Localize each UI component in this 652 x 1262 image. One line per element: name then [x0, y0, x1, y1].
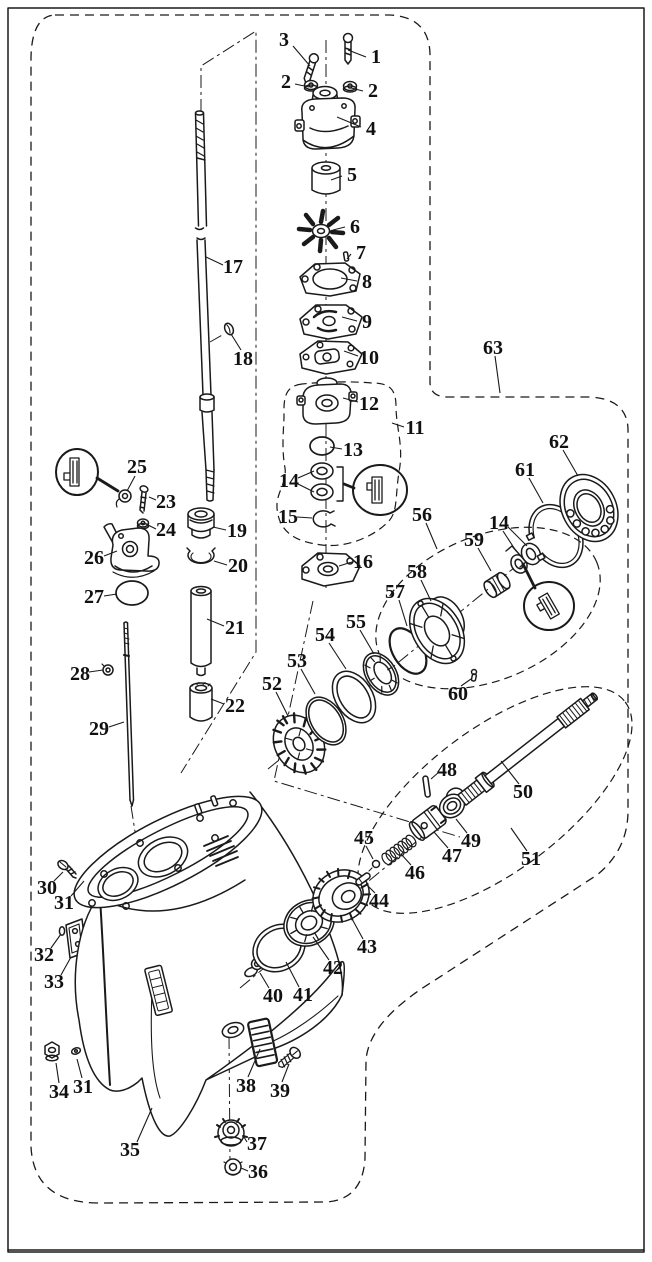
- bearing-19: [188, 508, 214, 538]
- propeller-nut-36: [224, 1159, 242, 1175]
- callout-label-30-30[interactable]: 30: [37, 877, 57, 899]
- bolt-3: [302, 53, 320, 85]
- callout-label-47-48[interactable]: 47: [442, 845, 462, 867]
- callout-label-6-6[interactable]: 6: [350, 216, 360, 238]
- pin-32: [59, 927, 64, 935]
- callout-label-46-47[interactable]: 46: [405, 862, 425, 884]
- callout-label-18-18[interactable]: 18: [233, 348, 253, 370]
- propeller-spacer-37: [215, 1119, 247, 1146]
- callout-label-22-22[interactable]: 22: [225, 695, 245, 717]
- callout-label-56-57[interactable]: 56: [412, 504, 432, 526]
- needle-bearing-59: [482, 571, 513, 600]
- callout-label-49-50[interactable]: 49: [461, 830, 481, 852]
- leader-line-17: [206, 257, 223, 265]
- leader-line-13: [330, 447, 342, 449]
- leader-line-6: [333, 227, 345, 230]
- callout-label-9-9[interactable]: 9: [362, 311, 372, 333]
- leader-line-34: [56, 1063, 59, 1083]
- callout-label-32-32[interactable]: 32: [34, 944, 54, 966]
- leader-line-29: [109, 722, 124, 727]
- callout-label-38-39[interactable]: 38: [236, 1075, 256, 1097]
- callout-label-14-61[interactable]: 14: [489, 512, 509, 534]
- callout-label-5-5[interactable]: 5: [347, 164, 357, 186]
- o-ring-13: [310, 437, 334, 455]
- callout-label-2-3[interactable]: 2: [368, 80, 378, 102]
- leader-line-20: [214, 561, 227, 565]
- clip-18: [223, 322, 235, 336]
- callout-label-2-2[interactable]: 2: [281, 71, 291, 93]
- leader-line-53: [301, 669, 315, 694]
- ball-bearing-62: [549, 464, 630, 551]
- leader-line-63: [495, 356, 500, 393]
- shift-rod-29: [124, 622, 134, 806]
- callout-label-54-55[interactable]: 54: [315, 624, 335, 646]
- callout-label-41-42[interactable]: 41: [293, 984, 313, 1006]
- callout-label-36-37[interactable]: 36: [248, 1161, 268, 1183]
- callout-label-27-27[interactable]: 27: [84, 586, 104, 608]
- oil-seal-housing-12: [297, 378, 357, 424]
- callout-label-24-25[interactable]: 24: [156, 519, 176, 541]
- snap-ring-20: [187, 548, 215, 563]
- leader-line-36: [241, 1168, 248, 1171]
- bolt-1: [344, 34, 353, 65]
- leader-line-62: [563, 450, 578, 476]
- callout-label-59-60[interactable]: 59: [464, 529, 484, 551]
- callout-label-4-4[interactable]: 4: [366, 118, 376, 140]
- washer-31-lower: [71, 1047, 82, 1056]
- callout-label-25-23[interactable]: 25: [127, 456, 147, 478]
- callout-label-15-15[interactable]: 15: [278, 506, 298, 528]
- callout-label-40-41[interactable]: 40: [263, 985, 283, 1007]
- water-pump-housing-4: [295, 87, 360, 150]
- callout-label-53-54[interactable]: 53: [287, 650, 307, 672]
- callout-label-3-0[interactable]: 3: [279, 29, 289, 51]
- leader-line-27: [104, 594, 117, 596]
- callout-label-12-11[interactable]: 12: [359, 393, 379, 415]
- leader-line-55: [360, 630, 374, 654]
- water-inlet-cover-26: [104, 524, 159, 577]
- leader-line-19: [213, 527, 226, 530]
- callout-label-31-31[interactable]: 31: [54, 892, 74, 914]
- detent-ball-45: [369, 861, 380, 872]
- impeller-6: [299, 211, 343, 251]
- grommet-detail-circle-25: [56, 449, 118, 495]
- callout-label-34-34[interactable]: 34: [49, 1081, 69, 1103]
- callout-label-63-65[interactable]: 63: [483, 337, 503, 359]
- nut-2-right: [344, 82, 357, 93]
- leader-line-61: [529, 478, 543, 503]
- callout-label-31-35[interactable]: 31: [73, 1076, 93, 1098]
- callout-label-48-49[interactable]: 48: [437, 759, 457, 781]
- callout-label-8-8[interactable]: 8: [362, 271, 372, 293]
- leader-line-28: [89, 670, 103, 672]
- clip-28: [102, 664, 113, 675]
- callout-label-33-33[interactable]: 33: [44, 971, 64, 993]
- callout-label-28-28[interactable]: 28: [70, 663, 90, 685]
- leader-line-54: [329, 643, 346, 669]
- callout-label-43-44[interactable]: 43: [357, 936, 377, 958]
- leader-line-25: [127, 476, 135, 491]
- callout-label-17-17[interactable]: 17: [223, 256, 243, 278]
- leader-line-22: [211, 699, 224, 704]
- callout-label-21-21[interactable]: 21: [225, 617, 245, 639]
- callout-label-19-19[interactable]: 19: [227, 520, 247, 542]
- callout-label-45-46[interactable]: 45: [354, 827, 374, 849]
- callout-label-16-16[interactable]: 16: [353, 551, 373, 573]
- bolt-23: [139, 485, 149, 513]
- leader-line-3: [293, 46, 310, 66]
- callout-label-60-62[interactable]: 60: [448, 683, 468, 705]
- pump-plate-16: [302, 553, 360, 586]
- screw-39: [275, 1045, 302, 1071]
- pump-base-10: [300, 341, 362, 374]
- leader-line-56: [426, 523, 437, 549]
- callout-label-44-45[interactable]: 44: [369, 890, 389, 912]
- callout-label-7-7[interactable]: 7: [356, 242, 366, 264]
- bushing-22: [190, 683, 212, 722]
- driveshaft-17: [196, 111, 215, 501]
- callout-label-58-59[interactable]: 58: [407, 561, 427, 583]
- callout-label-11-12[interactable]: 11: [405, 417, 425, 439]
- leader-line-15: [297, 517, 312, 518]
- sleeve-21: [191, 587, 211, 676]
- callout-label-29-29[interactable]: 29: [89, 718, 109, 740]
- callout-label-39-40[interactable]: 39: [270, 1080, 290, 1102]
- leader-line-24: [148, 525, 156, 529]
- anode-38: [248, 1018, 278, 1066]
- callout-label-55-56[interactable]: 55: [346, 611, 366, 633]
- snap-ring-15: [313, 511, 335, 527]
- callout-label-37-38[interactable]: 37: [247, 1133, 267, 1155]
- callout-label-13-13[interactable]: 13: [343, 439, 363, 461]
- drain-plug-34: [45, 1042, 59, 1061]
- callout-label-35-36[interactable]: 35: [120, 1139, 140, 1161]
- callout-label-1-1[interactable]: 1: [371, 46, 381, 68]
- leader-line-23: [149, 497, 156, 500]
- gasket-27: [116, 581, 148, 605]
- seals-14-upper: [311, 463, 333, 500]
- cross-pin-48: [423, 776, 431, 797]
- callout-label-51-52[interactable]: 51: [521, 848, 541, 870]
- callout-label-20-20[interactable]: 20: [228, 555, 248, 577]
- callout-label-62-64[interactable]: 62: [549, 431, 569, 453]
- grommet-25: [116, 490, 131, 507]
- callout-label-10-10[interactable]: 10: [359, 347, 379, 369]
- callout-label-57-58[interactable]: 57: [385, 581, 405, 603]
- callout-label-26-26[interactable]: 26: [84, 547, 104, 569]
- nut-24: [138, 519, 149, 529]
- callout-label-14-14[interactable]: 14: [279, 470, 299, 492]
- leader-line-59: [478, 548, 491, 571]
- bearing-carrier-58: [398, 586, 480, 674]
- leader-line-52: [276, 692, 288, 716]
- callout-label-50-51[interactable]: 50: [513, 781, 533, 803]
- callout-label-52-53[interactable]: 52: [262, 673, 282, 695]
- leader-line-57: [399, 600, 407, 626]
- callout-label-61-63[interactable]: 61: [515, 459, 535, 481]
- bolt-60: [471, 670, 476, 682]
- pin-7: [343, 252, 349, 262]
- callout-label-42-43[interactable]: 42: [323, 957, 343, 979]
- outer-plate-9: [300, 305, 362, 339]
- leader-line-35: [137, 1108, 152, 1142]
- callout-label-23-24[interactable]: 23: [156, 491, 176, 513]
